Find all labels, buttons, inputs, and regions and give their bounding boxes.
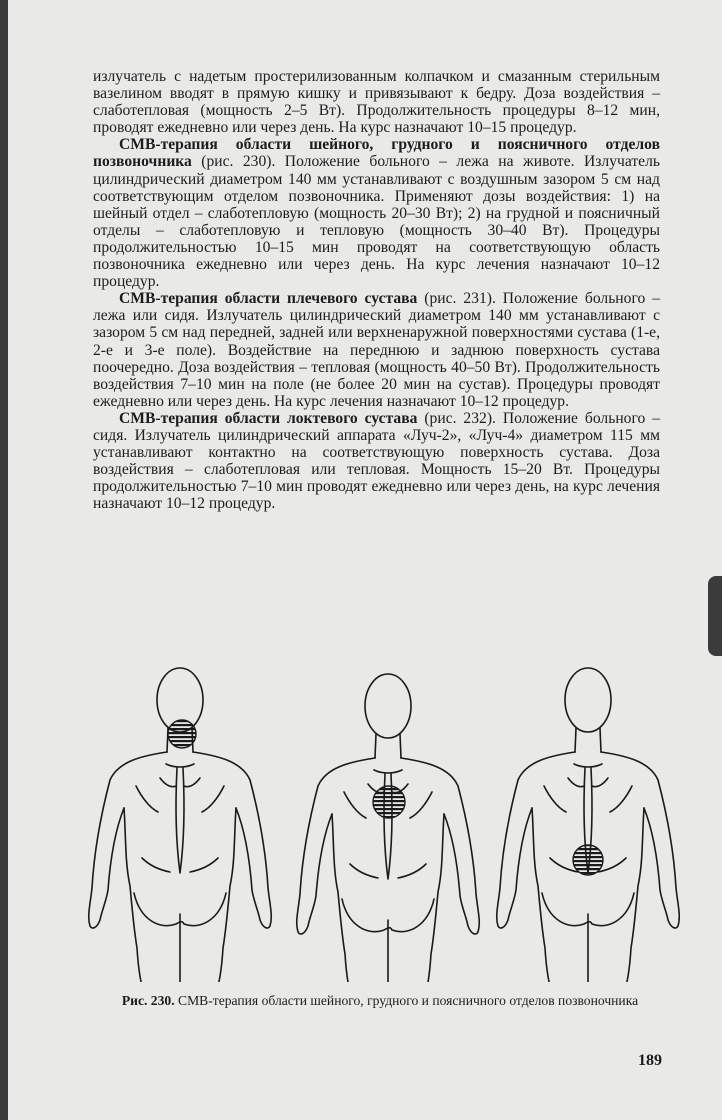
- paragraph-4-text: (рис. 232). Положение больного – сидя. Излучатель цилиндрический аппарата «Луч-2», «Луч-4» диаметром 115 мм устанавливают контактно на соответствующую поверхность сустава. Доза воздействия – слаботепловая или тепловая. Мощность 15–20 Вт. Процедуры продолжительностью 7–10 мин проводят ежедневно или через день, на курс лечения назначают 10–12 процедур.: [93, 409, 660, 513]
- figure-person-lumbar: [497, 668, 680, 982]
- figure-illustration: [80, 664, 680, 982]
- figure-person-thoracic: [297, 674, 480, 982]
- caption-text: СМВ-терапия области шейного, грудного и поясничного отделов позвоночника: [174, 993, 639, 1008]
- paragraph-1: излучатель с надетым простерилизованным колпачком и смазанным стерильным вазелином вводят в прямую кишку и привязывают к бедру. Доза воздействия – слаботепловая (мощность 2–5 Вт). Продолжительность процедуры 8–12 мин, проводят ежедневно или через день. На курс назначают 10–15 процедур.: [93, 68, 660, 137]
- figure-caption: [80, 993, 680, 1009]
- irradiator-thoracic: [373, 786, 405, 818]
- scan-edge: [0, 0, 8, 1120]
- page-tab-marker: [708, 576, 722, 656]
- body-text: [93, 68, 660, 512]
- page-number: 189: [638, 1052, 662, 1069]
- paragraph-4-heading: СМВ-терапия области локтевого сустава: [119, 409, 418, 427]
- paragraph-3: [93, 290, 660, 410]
- irradiator-lumbar: [573, 845, 603, 875]
- paragraph-2: [93, 136, 660, 290]
- paragraph-2-text: (рис. 230). Положение больного – лежа на животе. Излучатель цилиндрический диаметром 140 мм устанавливают с воздушным зазором 5 см над соответствующим отделом позвоночника. Применяют дозы воздействия: 1) на шейный отдел – слаботепловую (мощность 20–30 Вт); 2) на грудной и поясничный отделы – слаботепловую и тепловую (мощность 30–40 Вт). Процедуры продолжительностью 10–15 мин проводят на соответствующую область позвоночника ежедневно или через день. На курс лечения назначают 10–12 процедур.: [93, 153, 660, 291]
- paragraph-2-heading: СМВ-терапия области шейного, грудного и поясничного отделов позвоночника: [93, 136, 660, 171]
- paragraph-4: [93, 410, 660, 513]
- figure-person-cervical: [89, 668, 272, 982]
- paragraph-3-heading: СМВ-терапия области плечевого сустава: [119, 290, 418, 308]
- caption-label: Рис. 230.: [121, 993, 175, 1008]
- figure-230: [80, 664, 680, 982]
- paragraph-3-text: (рис. 231). Положение больного – лежа или сидя. Излучатель цилиндрический диаметром 140 мм устанавливают с зазором 5 см над передней, задней или верхненаружной поверхностями сустава (1-е, 2-е и 3-е поле). Воздействие на переднюю и заднюю поверхность сустава поочередно. Доза воздействия – тепловая (мощность 40–50 Вт). Продолжительность воздействия 7–10 мин на поле (не более 20 мин на сустав). Процедуры проводят ежедневно или через день. На курс лечения назначают 10–12 процедур.: [93, 290, 660, 410]
- irradiator-cervical: [168, 720, 196, 748]
